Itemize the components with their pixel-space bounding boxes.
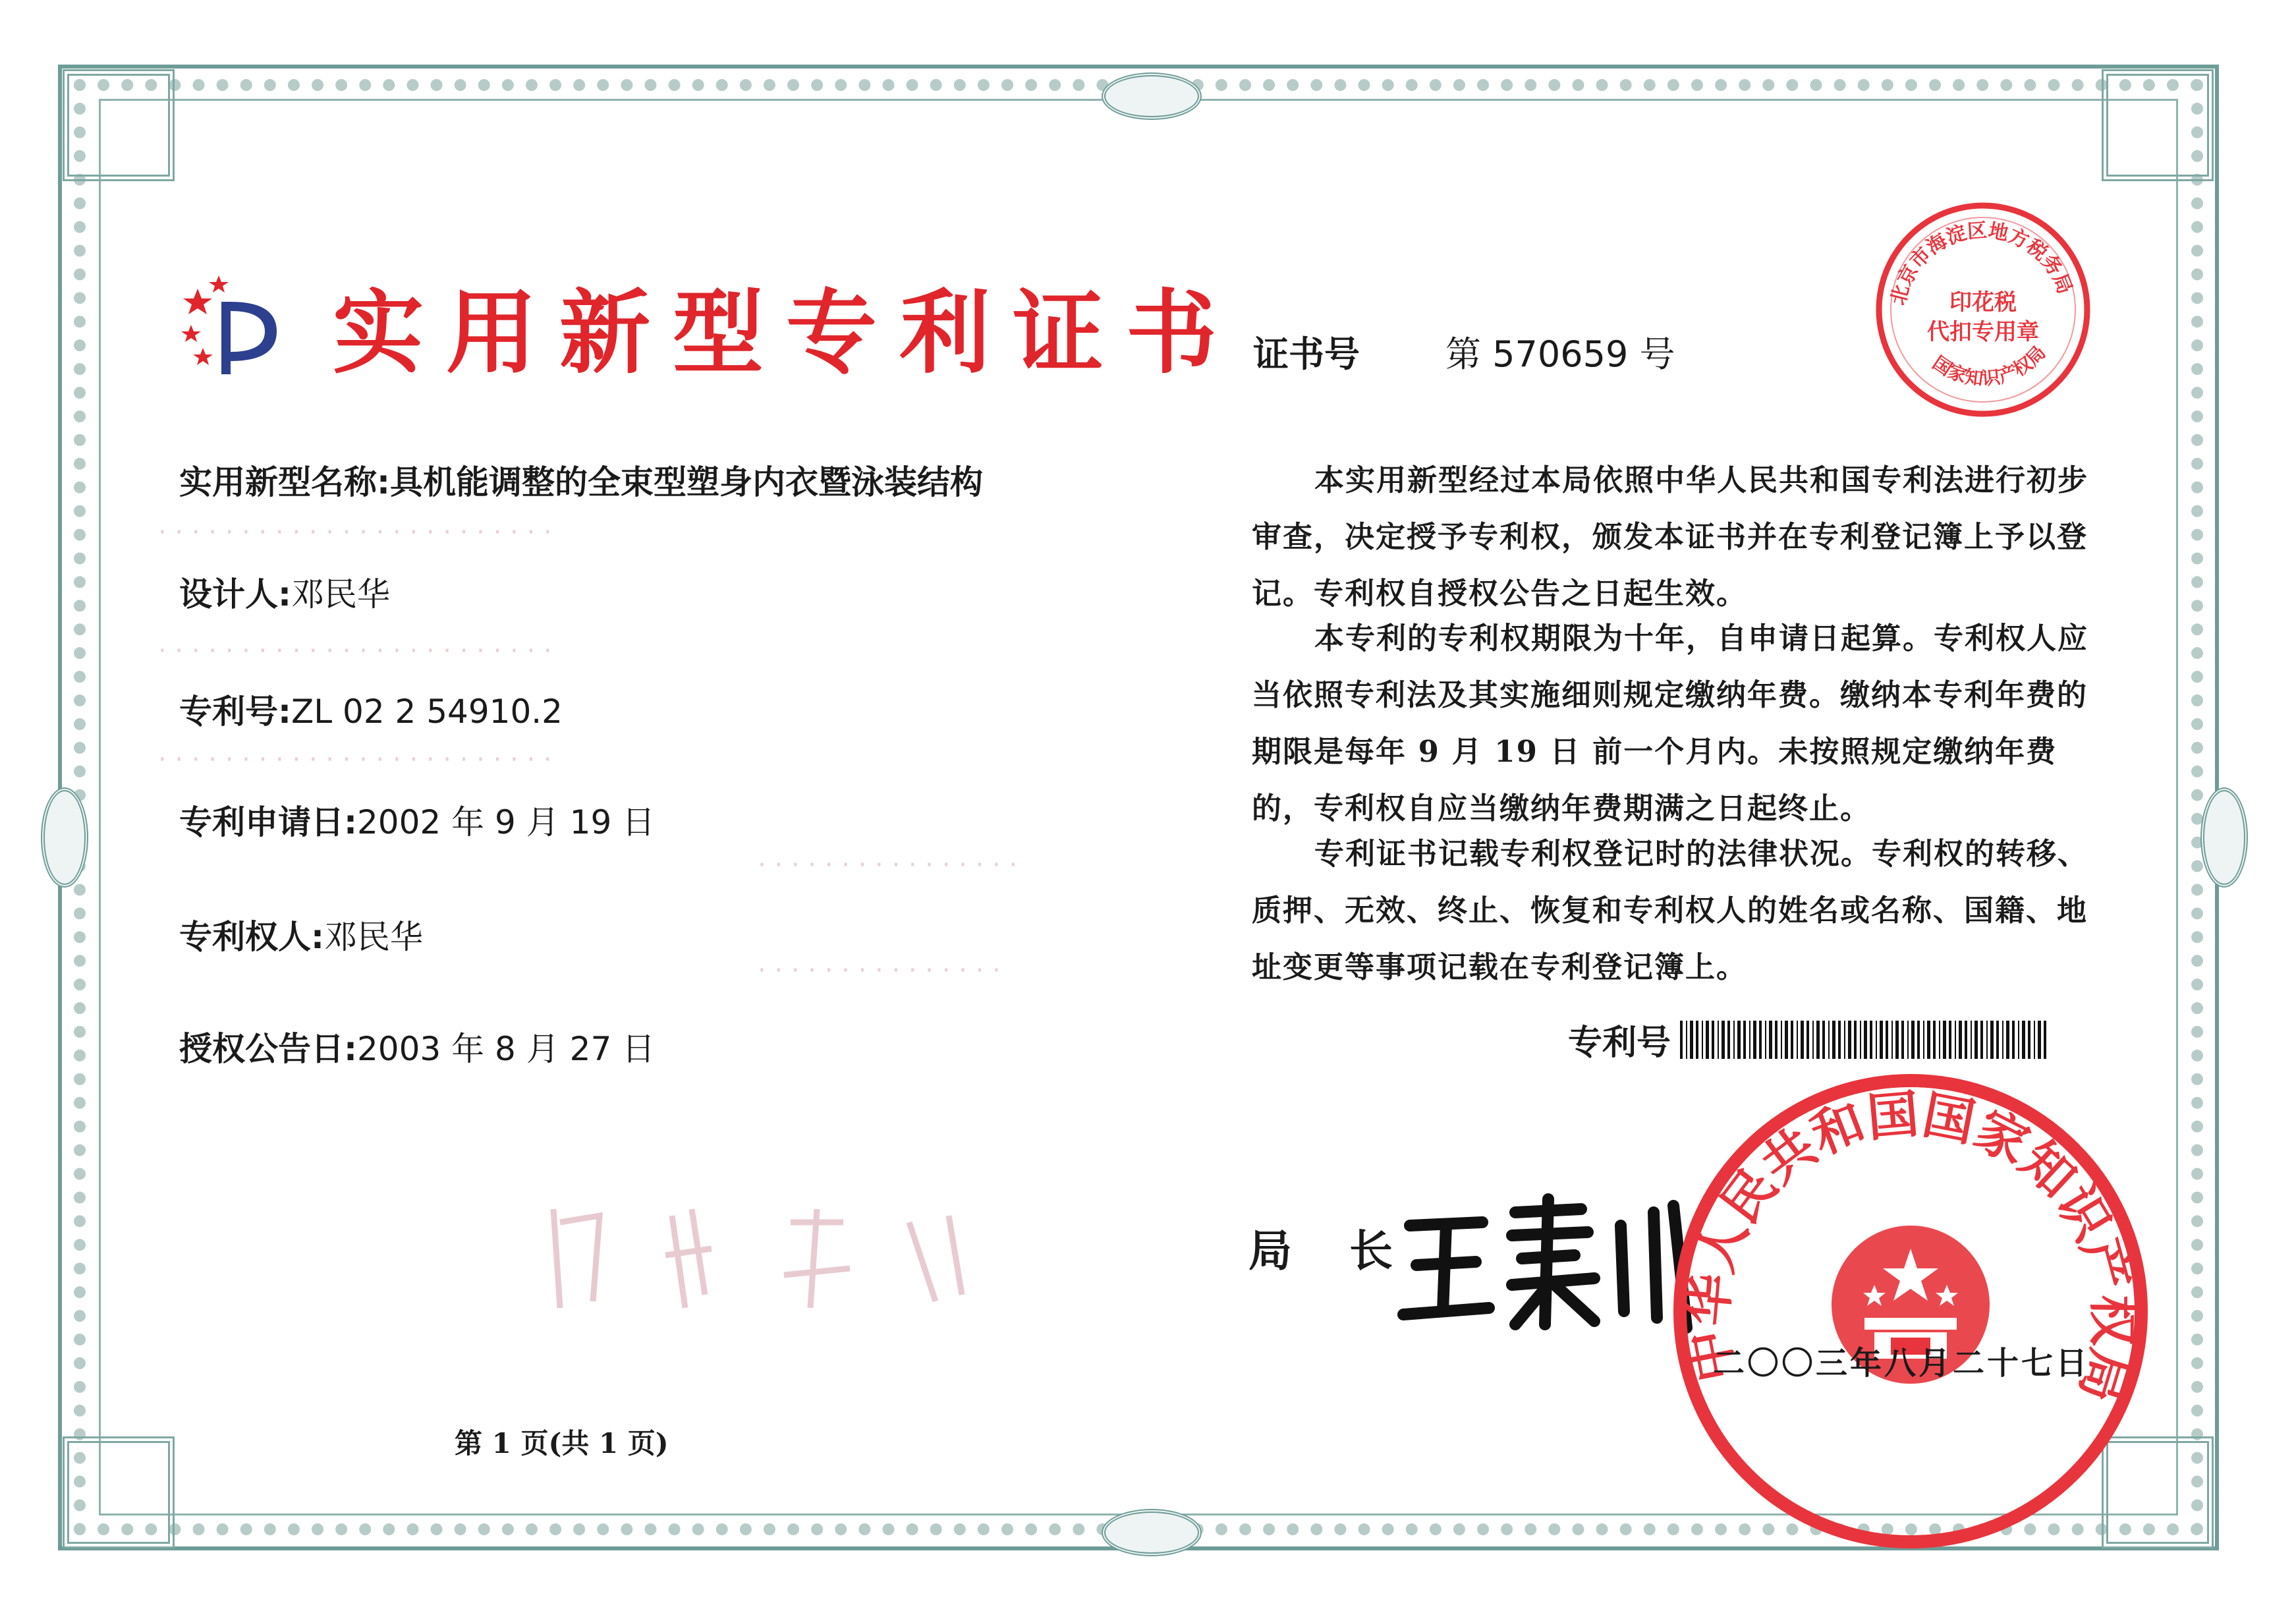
designer-label: 设计人: (179, 575, 291, 613)
grant-announcement-date-label: 授权公告日: (179, 1030, 357, 1068)
top-rosette-ornament (1102, 72, 1202, 120)
bottom-rosette-ornament (1102, 1509, 1202, 1556)
corner-ornament-bottom-left (63, 1436, 175, 1548)
page-number: 第 1 页(共 1 页) (455, 1427, 669, 1459)
office-seal-text: 中华人民共和国国家知识产权局 (1677, 1084, 2143, 1409)
corner-ornament-top-right (2102, 69, 2214, 181)
certificate-title: 实用新型专利证书 (333, 279, 1240, 386)
bleed-through-text: · · · · · · · · · · · · · · · (758, 955, 1001, 986)
application-date-field (179, 796, 655, 843)
barcode-row (1568, 1015, 2049, 1064)
bleed-through-text: · · · · · · · · · · · · · · · · · · · · · · · · (158, 517, 552, 548)
paragraph-grant: 本实用新型经过本局依照中华人民共和国专利法进行初步审查，决定授予专利权，颁发本证书并在专利登记簿上予以登记。专利权自授权公告之日起生效。 (1252, 463, 2089, 611)
paragraph-legal-status: 专利证书记载专利权登记时的法律状况。专利权的转移、质押、无效、终止、恢复和专利权人的姓名或名称、国籍、地址变更等事项记载在专利登记簿上。 (1252, 836, 2089, 984)
patent-number-field (179, 685, 563, 733)
director-signature (1397, 1186, 1700, 1338)
certificate-number-value: 第 570659 号 (1445, 333, 1675, 375)
left-rosette-ornament (41, 787, 88, 888)
bleed-through-text: · · · · · · · · · · · · · · · · · · · · · · · · (158, 636, 552, 666)
director-label: 局 长 (1248, 1225, 1414, 1276)
patentee-value: 邓民华 (324, 918, 423, 956)
patent-office-seal (1667, 1067, 2154, 1555)
bleed-through-text: · · · · · · · · · · · · · · · · (758, 850, 1018, 880)
certificate-number (1253, 326, 1675, 377)
bleed-through-signature (540, 1196, 1001, 1315)
corner-ornament-top-left (63, 69, 175, 181)
patentee-label: 专利权人: (179, 918, 324, 956)
utility-model-name-value: 具机能调整的全束型塑身内衣暨泳装结构 (390, 463, 983, 501)
tax-seal-outer-text: 北京市海淀区地方税务局 (1886, 219, 2077, 308)
tax-seal-middle-1: 印花税 (1949, 289, 2017, 316)
paragraph-term: 本专利的专利权期限为十年，自申请日起算。专利权人应当依照专利法及其实施细则规定缴纳年费。缴纳本专利年费的期限是每年 9 月 19 日 前一个月内。未按照规定缴纳年费的，专利权自应当缴纳年费期满之日起终止。 (1252, 621, 2089, 826)
patentee-field (179, 911, 423, 958)
bleed-through-text: · · · · · · · · · · · · · · · · · · · · · · · · (158, 745, 552, 775)
designer-value: 邓民华 (291, 575, 390, 613)
tax-seal-bottom-text: 国家知识产权局 (1928, 341, 2050, 390)
application-date-label: 专利申请日: (179, 803, 357, 841)
application-date-value: 2002 年 9 月 19 日 (357, 803, 656, 841)
issue-date: 二〇〇三年八月二十七日 (1713, 1345, 2090, 1382)
designer-field (179, 568, 390, 615)
stamp-duty-seal (1871, 198, 2095, 422)
patent-office-logo (178, 262, 283, 381)
right-rosette-ornament (2200, 787, 2248, 888)
utility-model-name-field (179, 456, 983, 503)
patent-number-label: 专利号: (179, 693, 291, 731)
tax-seal-middle-2: 代扣专用章 (1927, 319, 2039, 345)
grant-announcement-date-value: 2003 年 8 月 27 日 (357, 1030, 656, 1068)
svg-text:国家知识产权局 (1928, 341, 2050, 389)
patent-number-value: ZL 02 2 54910.2 (291, 693, 563, 731)
certificate-number-label: 证书号 (1253, 333, 1360, 375)
utility-model-name-label: 实用新型名称: (179, 463, 390, 501)
grant-announcement-date-field (179, 1023, 655, 1070)
barcode-label: 专利号 (1568, 1023, 1671, 1063)
patent-barcode (1680, 1021, 2049, 1059)
